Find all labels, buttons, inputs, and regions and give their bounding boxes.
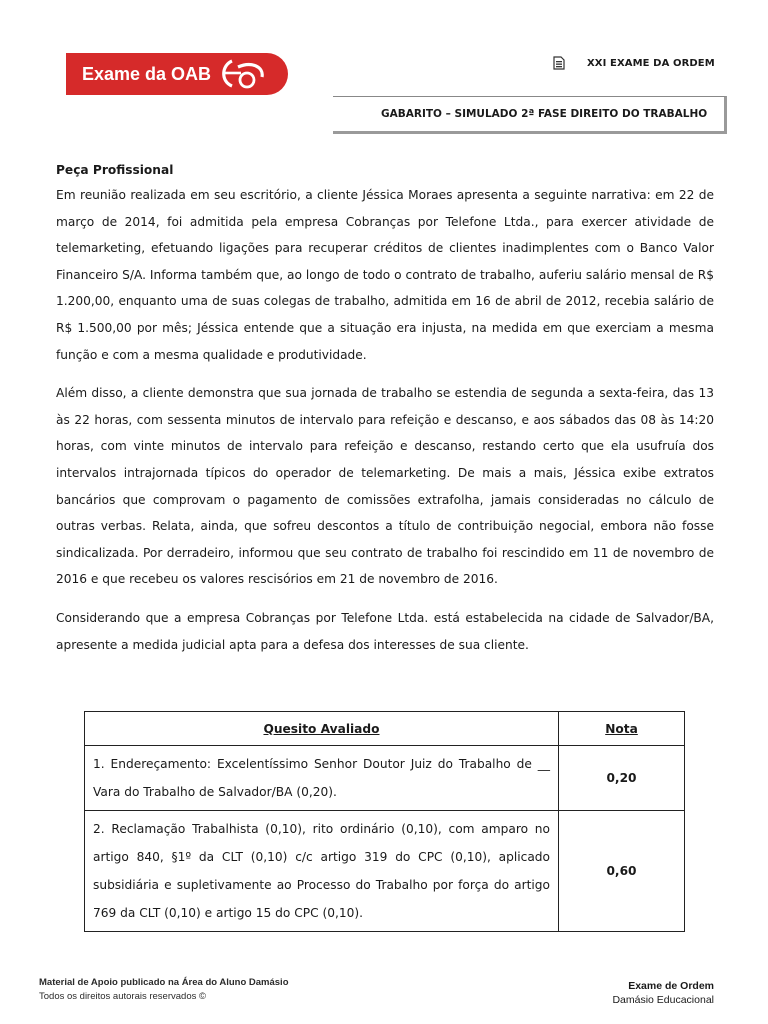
footer-exam: Exame de Ordem (628, 980, 714, 992)
quesito-cell: 2. Reclamação Trabalhista (0,10), rito ordinário (0,10), com amparo no artigo 840, §1º da CLT (0,10) c/c artigo 319 do CPC (0,10), aplicado subsidiária e supletivamente ao Processo do Trabalho por força do artigo 769 da CLT (0,10) e artigo 15 do CPC (0,10). (85, 811, 559, 932)
logo-text: Exame da OAB (82, 64, 212, 84)
table-row (85, 746, 685, 811)
section-title: Peça Profissional (56, 163, 174, 177)
paragraph: Além disso, a cliente demonstra que sua jornada de trabalho se estendia de segunda a sexta-feira, das 13 às 22 horas, com sessenta minutos de intervalo para refeição e descanso, e aos sábados das 08 às 14:20 horas, com vinte minutos de intervalo para refeição e descanso, restando certo que ela usufruía dos intervalos intrajornada típicos do operador de telemarketing. De mais a mais, Jéssica exibe extratos bancários que comprovam o pagamento de comissões extrafolha, jamais consideradas no cálculo de outras verbas. Relata, ainda, que sofreu descontos a título de contribuição negocial, embora não fosse sindicalizada. Por derradeiro, informou que seu contrato de trabalho foi rescindido em 11 de novembro de 2016 e que recebeu os valores rescisórios em 21 de novembro de 2016. (56, 386, 714, 587)
table-header-row (85, 712, 685, 746)
table-row (85, 811, 685, 932)
exam-title-text: XXI EXAME DA ORDEM (587, 57, 715, 69)
document-icon (553, 56, 565, 70)
footer-left (39, 976, 289, 1004)
footer-rights: Todos os direitos autorais reservados © (39, 991, 206, 1002)
footer-brand: Damásio Educacional (612, 994, 714, 1006)
header-quesito: Quesito Avaliado (85, 712, 559, 746)
grading-table (84, 711, 685, 932)
nota-cell: 0,60 (559, 811, 685, 932)
exam-title (553, 56, 715, 70)
nota-cell: 0,20 (559, 746, 685, 811)
main-content (56, 158, 714, 670)
quesito-cell: 1. Endereçamento: Excelentíssimo Senhor Doutor Juiz do Trabalho de __ Vara do Trabalho de Salvador/BA (0,20). (85, 746, 559, 811)
footer-material: Material de Apoio publicado na Área do Aluno Damásio (39, 977, 289, 988)
footer-right (612, 979, 714, 1007)
gabarito-box (333, 96, 727, 134)
oab-logo-graphic (66, 53, 289, 95)
paragraph: Considerando que a empresa Cobranças por Telefone Ltda. está estabelecida na cidade de Salvador/BA, apresente a medida judicial apta para a defesa dos interesses de sua cliente. (56, 610, 714, 652)
header-nota: Nota (559, 712, 685, 746)
gabarito-title: GABARITO – SIMULADO 2ª FASE DIREITO DO TRABALHO (381, 108, 708, 120)
oab-logo (66, 53, 289, 95)
paragraph: Em reunião realizada em seu escritório, a cliente Jéssica Moraes apresenta a seguinte narrativa: em 22 de março de 2014, foi admitida pela empresa Cobranças por Telefone Ltda., para exercer atividade de telemarketing, efetuando ligações para recuperar créditos de clientes inadimplentes com o Banco Valor Financeiro S/A. Informa também que, ao longo de todo o contrato de trabalho, auferiu salário mensal de R$ 1.200,00, enquanto uma de suas colegas de trabalho, admitida em 16 de abril de 2012, recebia salário de R$ 1.500,00 por mês; Jéssica entende que a situação era injusta, na medida em que exerciam a mesma função e com a mesma qualidade e produtividade. (56, 188, 714, 362)
